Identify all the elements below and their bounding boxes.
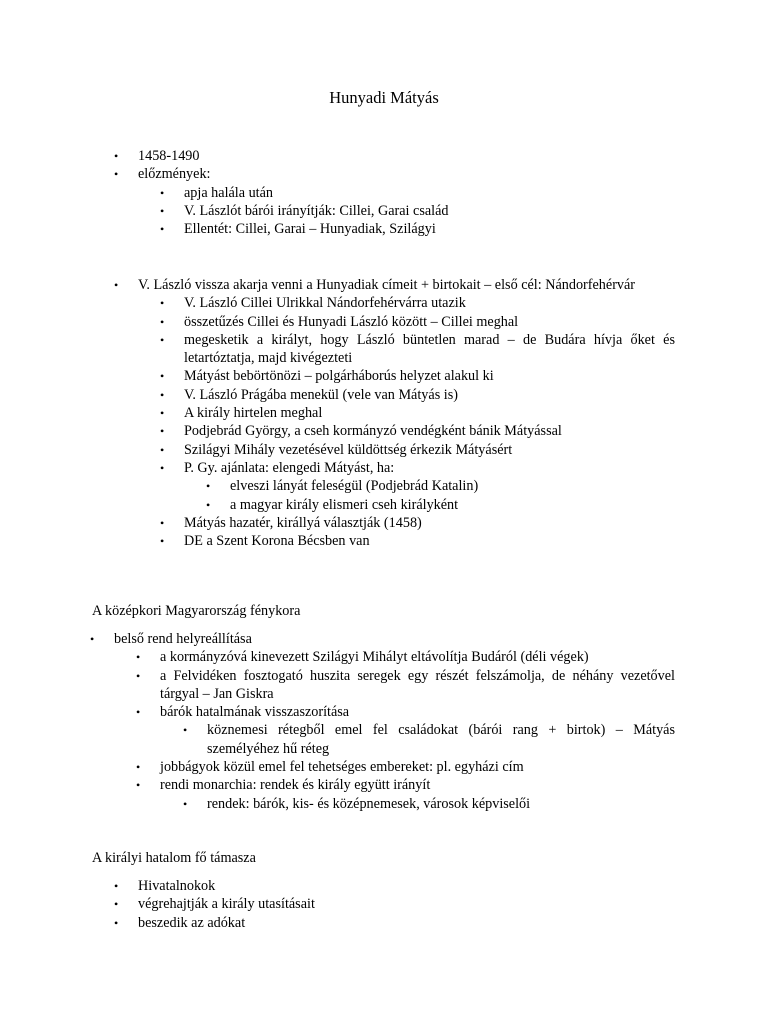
bullet-icon: • [114,915,119,930]
list-item: • bárók hatalmának visszaszorítása [136,704,350,721]
bullet-icon: • [114,897,119,912]
bullet-icon: • [160,222,165,237]
section-4-list [0,877,675,932]
list-item: • belső rend helyreállítása [90,631,252,647]
page-title: Hunyadi Mátyás [329,88,439,107]
list-item: • V. Lászlót bárói irányítják: Cillei, Garai család [160,202,449,219]
list-item: • jobbágyok közül emel fel tehetséges embereket: pl. egyházi cím [136,759,524,776]
bullet-icon: • [160,460,165,475]
section-2-list [0,276,675,550]
list-item: • Podjebrád György, a cseh kormányzó vendégként bánik Mátyással [160,423,562,440]
list-item: • a kormányzóvá kinevezett Szilágyi Mihályt eltávolítja Budáról (déli végek) [136,649,589,666]
list-item: • összetűzés Cillei és Hunyadi László között – Cillei meghal [160,313,519,330]
bullet-icon: • [206,479,211,494]
section-3-heading: A középkori Magyarország fénykora [92,603,301,619]
bullet-icon: • [114,278,119,292]
list-item: • apja halála után [160,184,274,201]
bullet-icon: • [160,296,165,311]
list-item: • a magyar király elismeri cseh királyként [206,496,459,513]
section-1-list [0,147,675,238]
list-item: • Hivatalnokok [114,878,216,894]
list-item: • 1458-1490 [114,148,200,164]
list-item: • Mátyást bebörtönözi – polgárháborús helyzet alakul ki [160,368,494,385]
list-item: • végrehajtják a király utasításait [114,896,315,913]
list-item: • V. László Prágába menekül (vele van Mátyás is) [160,386,458,403]
list-item: • V. László Cillei Ulrikkal Nándorfehérvárra utazik [160,295,466,312]
list-item: • köznemesi rétegből emel fel családokat (bárói rang + birtok) – Mátyás személyéhez hű réteg [183,722,675,757]
list-item: • rendi monarchia: rendek és király együtt irányít [136,777,431,794]
bullet-icon: • [183,796,188,811]
list-item: • P. Gy. ajánlata: elengedi Mátyást, ha: [160,459,395,476]
bullet-icon: • [136,668,141,683]
bullet-icon: • [160,442,165,457]
bullet-icon: • [114,879,119,893]
list-item: • a Felvidéken fosztogató huszita seregek egy részét felszámolja, de néhány vezetővel tárgyal – Jan Giskra [136,667,675,702]
list-item: • beszedik az adókat [114,914,246,931]
bullet-icon: • [136,760,141,775]
bullet-icon: • [183,723,188,738]
bullet-icon: • [114,149,119,163]
bullet-icon: • [160,369,165,384]
list-item: • DE a Szent Korona Bécsben van [160,533,370,550]
section-4-heading: A királyi hatalom fő támasza [92,850,256,866]
list-item: • rendek: bárók, kis- és középnemesek, városok képviselői [183,795,531,812]
bullet-icon: • [160,185,165,200]
bullet-icon: • [114,167,119,182]
bullet-icon: • [206,497,211,512]
list-item: • előzmények: [114,166,211,183]
bullet-icon: • [160,387,165,402]
list-item: • elveszi lányát feleségül (Podjebrád Katalin) [206,478,479,495]
section-3-list [0,630,675,813]
bullet-icon: • [160,534,165,549]
bullet-icon: • [160,314,165,329]
list-item: • Szilágyi Mihály vezetésével küldöttség érkezik Mátyásért [160,441,513,458]
bullet-icon: • [160,406,165,421]
bullet-icon: • [160,203,165,218]
list-item: • Mátyás hazatér, királlyá választják (1458) [160,514,422,531]
bullet-icon: • [136,705,141,720]
list-item: • A király hirtelen meghal [160,405,323,422]
bullet-icon: • [136,778,141,793]
bullet-icon: • [160,424,165,439]
bullet-icon: • [160,332,165,347]
list-item: • megesketik a királyt, hogy László büntetlen marad – de Budára hívja őket és letartóztatja, majd kivégezteti [160,331,675,367]
list-item: • Ellentét: Cillei, Garai – Hunyadiak, Szilágyi [160,221,436,238]
bullet-icon: • [160,515,165,530]
bullet-icon: • [90,632,95,646]
list-item: • V. László vissza akarja venni a Hunyadiak címeit + birtokait – első cél: Nándorfehérvár [114,277,636,293]
bullet-icon: • [136,650,141,665]
